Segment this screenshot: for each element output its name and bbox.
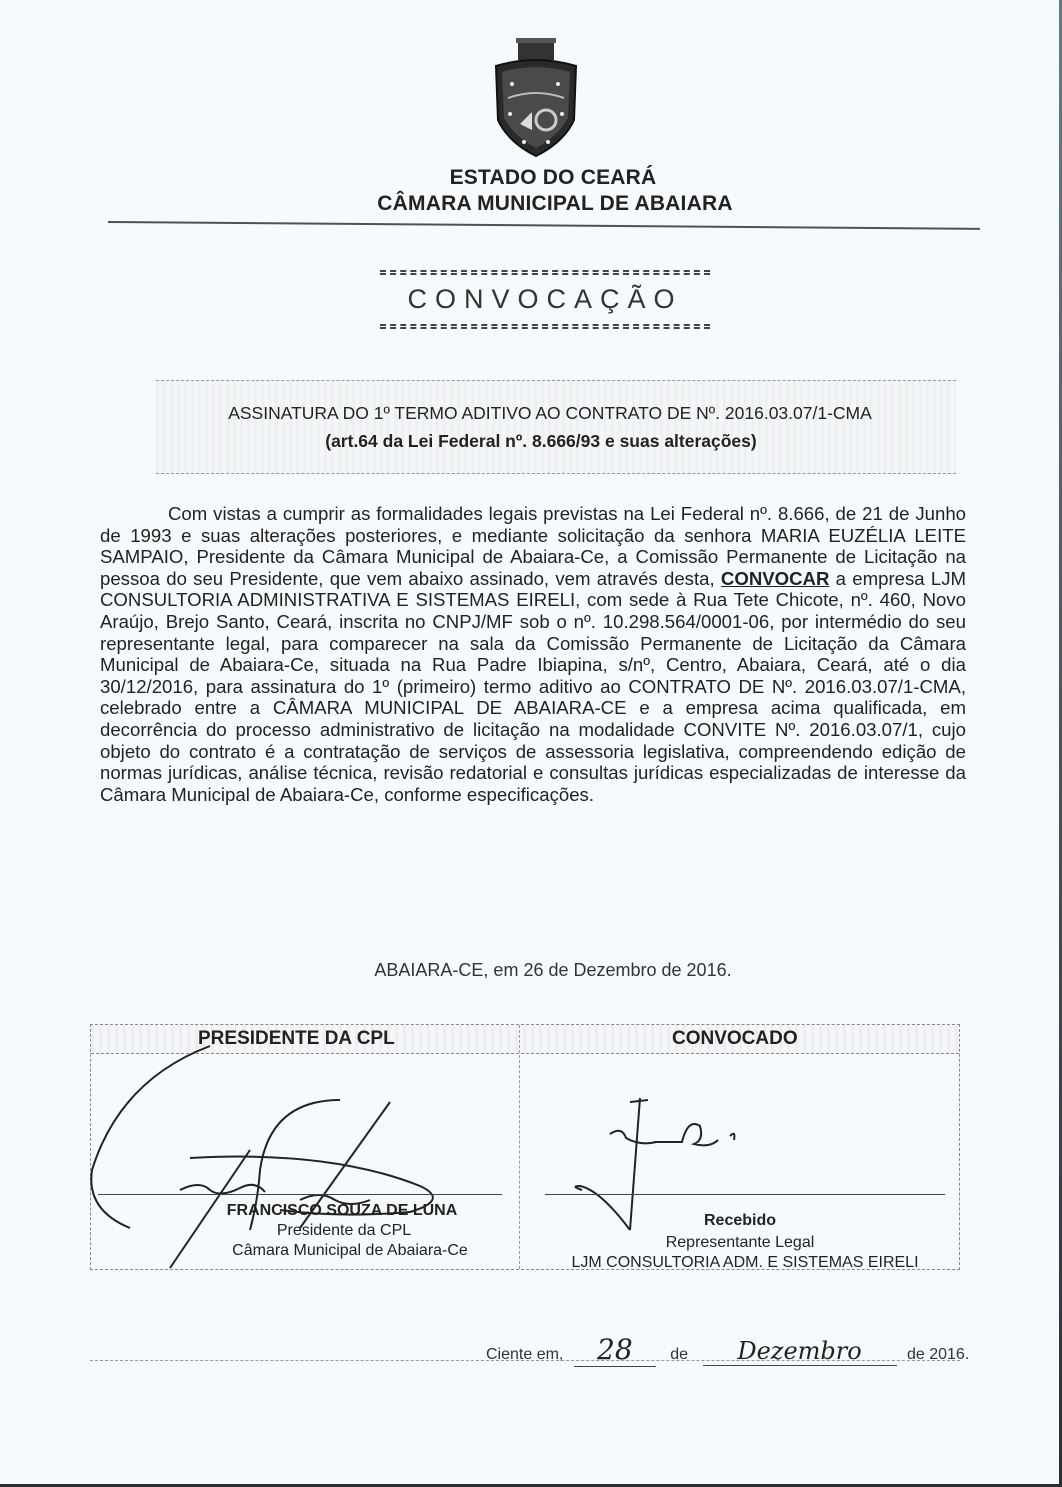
body-paragraph	[100, 503, 966, 805]
ack-day: 28	[574, 1333, 656, 1367]
document-title: CONVOCAÇÃO	[407, 284, 683, 314]
convocar-emphasis: CONVOCAR	[720, 567, 830, 589]
subject-line-1: ASSINATURA DO 1º TERMO ADITIVO AO CONTRATO DE Nº. 2016.03.07/1-CMA	[228, 403, 872, 423]
right-signature-line	[545, 1194, 945, 1195]
left-column-heading: PRESIDENTE DA CPL	[198, 1028, 395, 1049]
title-rule-bottom	[380, 324, 710, 329]
president-org: Câmara Municipal de Abaiara-Ce	[232, 1242, 468, 1259]
subject-band	[156, 380, 956, 474]
subject-line-2: (art.64 da Lei Federal nº. 8.666/93 e suas alterações)	[325, 431, 757, 451]
right-column-heading: CONVOCADO	[672, 1028, 798, 1049]
president-name: FRANCISCO SOUZA DE LUNA	[226, 1202, 458, 1219]
state-coat-of-arms-icon	[488, 38, 584, 158]
ack-prefix: Ciente em,	[486, 1346, 564, 1363]
representative-org: LJM CONSULTORIA ADM. E SISTEMAS EIRELI	[571, 1254, 919, 1271]
ack-month: Dezembro	[703, 1337, 897, 1366]
body-part-2: a empresa LJM CONSULTORIA ADMINISTRATIVA E SISTEMAS EIRELI, com sede à Rua Tete Chicote, nº. 460, Novo Araújo, Brejo Santo, Ceará, inscrita no CNPJ/MF sob o nº. 10.298.564/0001-06, por intermédio do seu representante legal, para comparecer na sala da Comissão Permanente de Licitação da Câmara Municipal de Abaiara-Ce, situada na Rua Padre Ibiapina, s/nº, Centro, Abaiara, Ceará, até o dia 30/12/2016, para assinatura do 1º (primeiro) termo aditivo ao CONTRATO DE Nº. 2016.03.07/1-CMA, celebrado entre a CÂMARA MUNICIPAL DE ABAIARA-CE e a empresa acima qualificada, em decorrência do processo administrativo de licitação na modalidade CONVITE Nº. 2016.03.07/1, cujo objeto do contrato é a contratação de serviços de assessoria legislativa, compreendendo edição de normas jurídicas, análise técnica, revisão redatorial e consultas jurídicas especializadas de interesse da Câmara Municipal de Abaiara-Ce, conforme especificações.	[100, 567, 967, 805]
ack-suffix: de 2016.	[906, 1346, 970, 1363]
body-part-1: Com vistas a cumprir as formalidades legais previstas na Lei Federal nº. 8.666, de 21 de Junho de 1993 e suas alterações posteriores, e mediante solicitação da senhora MARIA EUZÉLIA LEITE SAMPAIO, Presidente da Câmara Municipal de Abaiara-Ce, a Comissão Permanente de Licitação na pessoa do seu Presidente, que vem abaixo assinado, vem através desta,	[100, 503, 966, 589]
president-role: Presidente da CPL	[276, 1222, 412, 1239]
ack-sep: de	[670, 1346, 689, 1363]
header-divider	[108, 221, 980, 230]
title-rule-top	[380, 270, 710, 275]
acknowledgement-line	[486, 1333, 969, 1367]
dateline: ABAIARA-CE, em 26 de Dezembro de 2016.	[374, 960, 732, 980]
received-status: Recebido	[703, 1212, 776, 1229]
state-name: ESTADO DO CEARÁ	[449, 166, 657, 189]
institution-name: CÂMARA MUNICIPAL DE ABAIARA	[377, 192, 733, 215]
left-signature-line	[98, 1194, 502, 1195]
representative-role: Representante Legal	[665, 1234, 815, 1251]
acknowledgement-rule	[90, 1360, 960, 1361]
